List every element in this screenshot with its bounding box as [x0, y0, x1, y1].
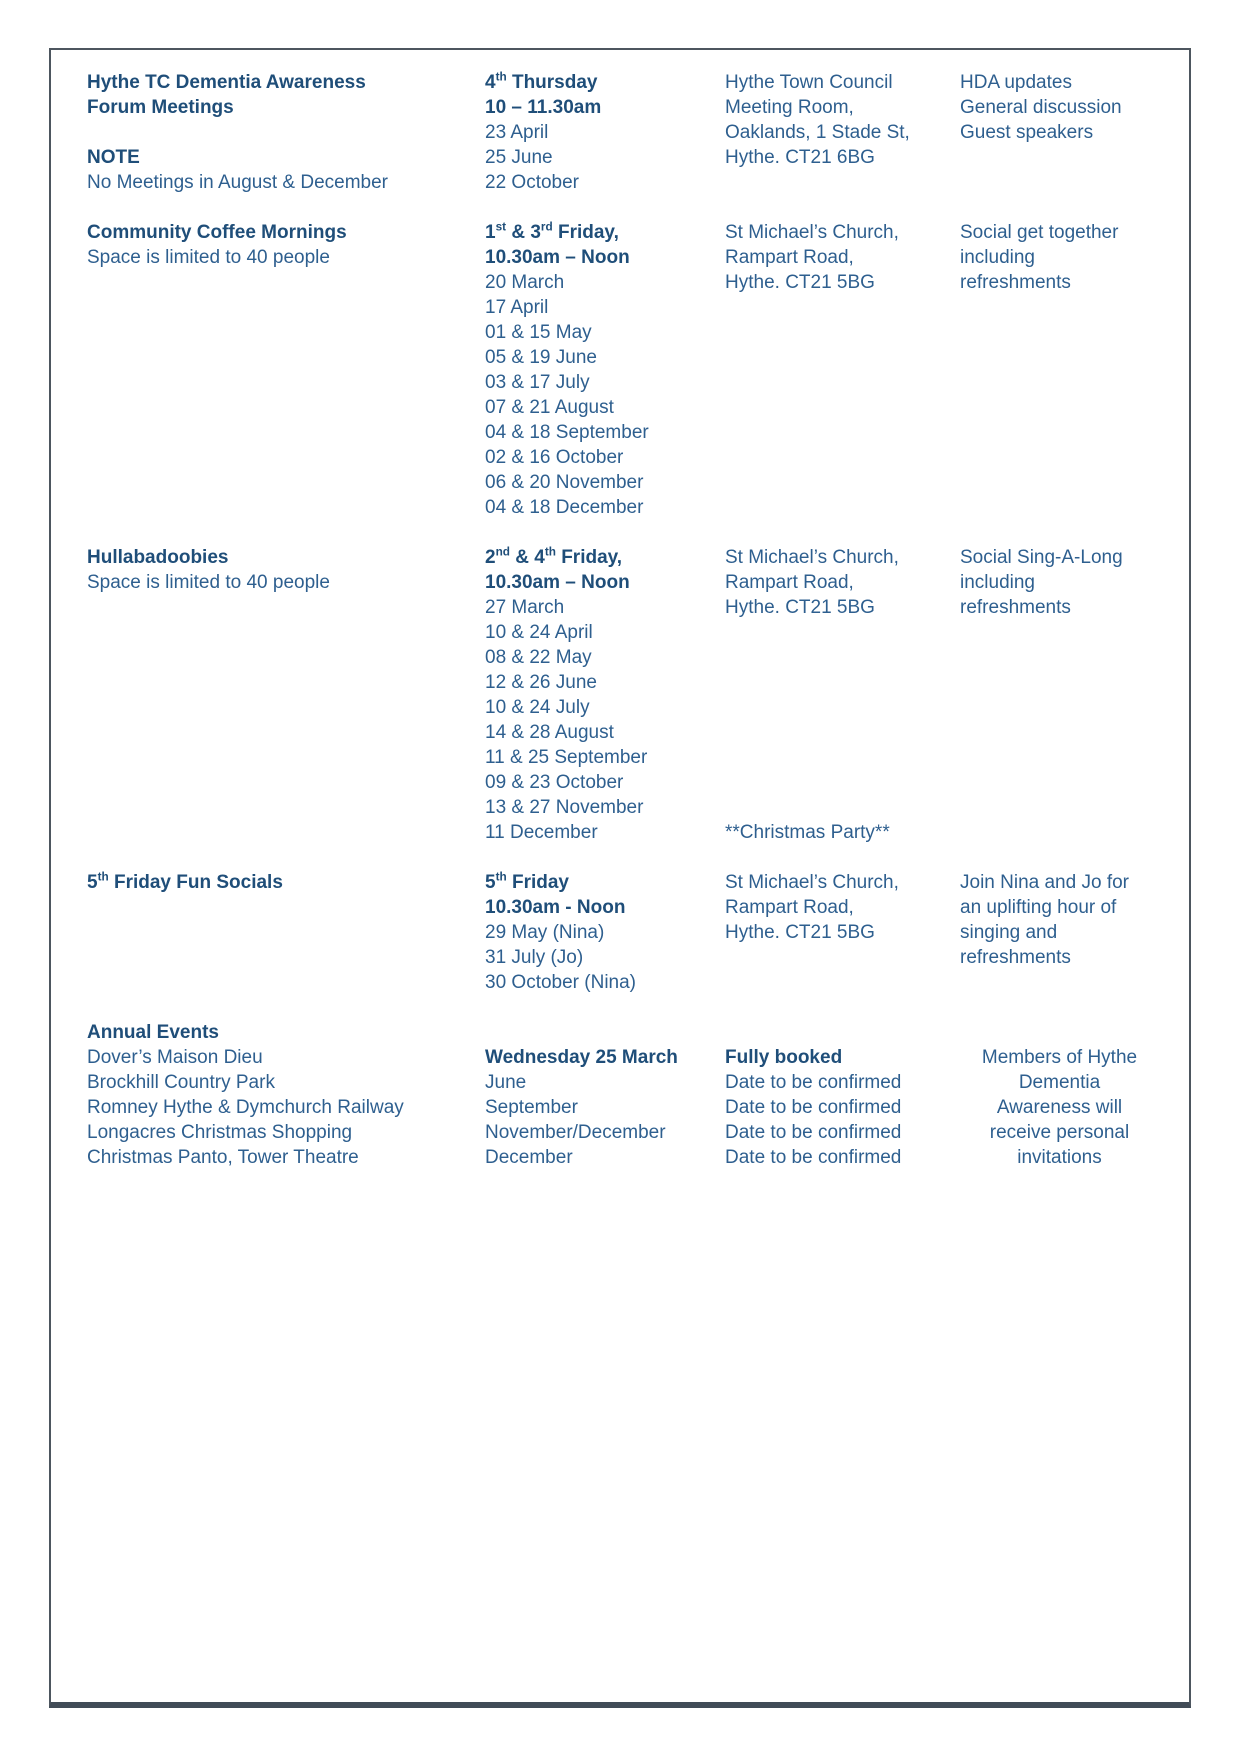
text-line: No Meetings in August & December [87, 172, 388, 193]
text-line: Hythe Town Council [725, 72, 893, 93]
cell-location-section4 [725, 870, 960, 995]
text-line: Hythe. CT21 6BG [725, 147, 875, 168]
cell-schedule-section1 [485, 70, 725, 195]
text-line: 30 October (Nina) [485, 972, 637, 993]
text-line: Wednesday 25 March [485, 1047, 678, 1068]
text-line: 04 & 18 December [485, 497, 644, 518]
text-line: Oaklands, 1 Stade St, [725, 122, 910, 143]
text-line: St Michael’s Church, [725, 872, 899, 893]
text-line: refreshments [960, 272, 1071, 293]
text-line: Christmas Panto, Tower Theatre [87, 1147, 359, 1168]
text-line: 27 March [485, 597, 565, 618]
text-line: **Christmas Party** [725, 822, 890, 843]
text-line: Join Nina and Jo for [960, 872, 1129, 893]
page-content [51, 50, 1189, 1170]
text-line: Hythe. CT21 5BG [725, 272, 875, 293]
cell-location-section3 [725, 545, 960, 845]
text-line: Date to be confirmed [725, 1147, 902, 1168]
cell-details-section5 [960, 1020, 1159, 1170]
text-line: Annual Events [87, 1022, 219, 1043]
text-line: Meeting Room, [725, 97, 854, 118]
text-line: refreshments [960, 947, 1071, 968]
text-line: 07 & 21 August [485, 397, 614, 418]
text-line: 11 & 25 September [485, 747, 648, 768]
text-line: Social Sing-A-Long [960, 547, 1123, 568]
text-line: Space is limited to 40 people [87, 572, 330, 593]
text-line: 25 June [485, 147, 553, 168]
text-line: Brockhill Country Park [87, 1072, 275, 1093]
text-line: Longacres Christmas Shopping [87, 1122, 353, 1143]
text-line: 13 & 27 November [485, 797, 644, 818]
text-line: Members of Hythe [981, 1047, 1138, 1068]
text-line: 08 & 22 May [485, 647, 592, 668]
text-line: 06 & 20 November [485, 472, 644, 493]
text-line: Rampart Road, [725, 247, 854, 268]
text-line: an uplifting hour of [960, 897, 1117, 918]
text-line: June [485, 1072, 527, 1093]
text-line: 5th Friday [485, 870, 569, 893]
text-line: 04 & 18 September [485, 422, 649, 443]
text-line: 31 July (Jo) [485, 947, 584, 968]
text-line: General discussion [960, 97, 1122, 118]
text-line: Date to be confirmed [725, 1122, 902, 1143]
text-line: invitations [1017, 1147, 1102, 1168]
cell-activity-section2 [87, 220, 485, 520]
text-line: Dementia [1018, 1072, 1101, 1093]
text-line: 22 October [485, 172, 579, 193]
text-line: 10 – 11.30am [485, 97, 602, 118]
text-line: December [485, 1147, 573, 1168]
text-line: Social get together [960, 222, 1119, 243]
text-line: 2nd & 4th Friday, [485, 545, 623, 568]
text-line: refreshments [960, 597, 1071, 618]
text-line: 10.30am - Noon [485, 897, 626, 918]
text-line: Date to be confirmed [725, 1072, 902, 1093]
cell-schedule-section4 [485, 870, 725, 995]
text-line: 4th Thursday [485, 70, 598, 93]
text-line: receive personal [989, 1122, 1130, 1143]
text-line: 17 April [485, 297, 549, 318]
text-line: 10.30am – Noon [485, 572, 630, 593]
cell-activity-section3 [87, 545, 485, 845]
text-line: Community Coffee Mornings [87, 222, 347, 243]
cell-activity-section4 [87, 870, 485, 995]
text-line: 14 & 28 August [485, 722, 614, 743]
cell-schedule-section3 [485, 545, 725, 845]
text-line: including [960, 247, 1035, 268]
text-line [960, 1020, 1159, 1045]
text-line [485, 1020, 725, 1045]
text-line: Romney Hythe & Dymchurch Railway [87, 1097, 404, 1118]
text-line: 01 & 15 May [485, 322, 592, 343]
text-line: 10 & 24 April [485, 622, 593, 643]
text-line: HDA updates [960, 72, 1072, 93]
page-border [49, 48, 1191, 1708]
text-line: 20 March [485, 272, 565, 293]
text-line: Hythe. CT21 5BG [725, 922, 875, 943]
text-line: 10.30am – Noon [485, 247, 630, 268]
text-line: Date to be confirmed [725, 1097, 902, 1118]
cell-location-section1 [725, 70, 960, 195]
cell-location-section5 [725, 1020, 960, 1170]
text-line: Forum Meetings [87, 97, 234, 118]
text-line: Awareness will [996, 1097, 1123, 1118]
cell-location-section2 [725, 220, 960, 520]
text-line: NOTE [87, 147, 140, 168]
text-line: Guest speakers [960, 122, 1094, 143]
text-line: Hythe. CT21 5BG [725, 597, 875, 618]
text-line: Hullabadoobies [87, 547, 229, 568]
text-line: 03 & 17 July [485, 372, 590, 393]
text-line: 05 & 19 June [485, 347, 597, 368]
text-line: 29 May (Nina) [485, 922, 605, 943]
text-line [725, 1020, 960, 1045]
cell-activity-section1 [87, 70, 485, 195]
text-line: Space is limited to 40 people [87, 247, 330, 268]
schedule-table [87, 70, 1159, 1170]
text-line: 02 & 16 October [485, 447, 624, 468]
text-line: Rampart Road, [725, 897, 854, 918]
text-line [87, 120, 485, 145]
text-line: 5th Friday Fun Socials [87, 870, 283, 893]
text-line: 12 & 26 June [485, 672, 597, 693]
text-line: Hythe TC Dementia Awareness [87, 72, 366, 93]
cell-details-section2 [960, 220, 1159, 520]
text-line: Dover’s Maison Dieu [87, 1047, 263, 1068]
cell-details-section3 [960, 545, 1159, 845]
text-line: including [960, 572, 1035, 593]
text-line: singing and [960, 922, 1058, 943]
cell-schedule-section2 [485, 220, 725, 520]
cell-details-section4 [960, 870, 1159, 995]
text-line: St Michael’s Church, [725, 547, 899, 568]
cell-activity-section5 [87, 1020, 485, 1170]
cell-schedule-section5 [485, 1020, 725, 1170]
text-line: Rampart Road, [725, 572, 854, 593]
text-line: Fully booked [725, 1047, 843, 1068]
text-line: 11 December [485, 822, 598, 843]
text-line: September [485, 1097, 578, 1118]
text-line: 09 & 23 October [485, 772, 624, 793]
text-line: St Michael’s Church, [725, 222, 899, 243]
cell-details-section1 [960, 70, 1159, 195]
text-line: 10 & 24 July [485, 697, 590, 718]
text-line: November/December [485, 1122, 666, 1143]
spacer [725, 620, 960, 820]
text-line: 23 April [485, 122, 549, 143]
text-line: 1st & 3rd Friday, [485, 220, 619, 243]
